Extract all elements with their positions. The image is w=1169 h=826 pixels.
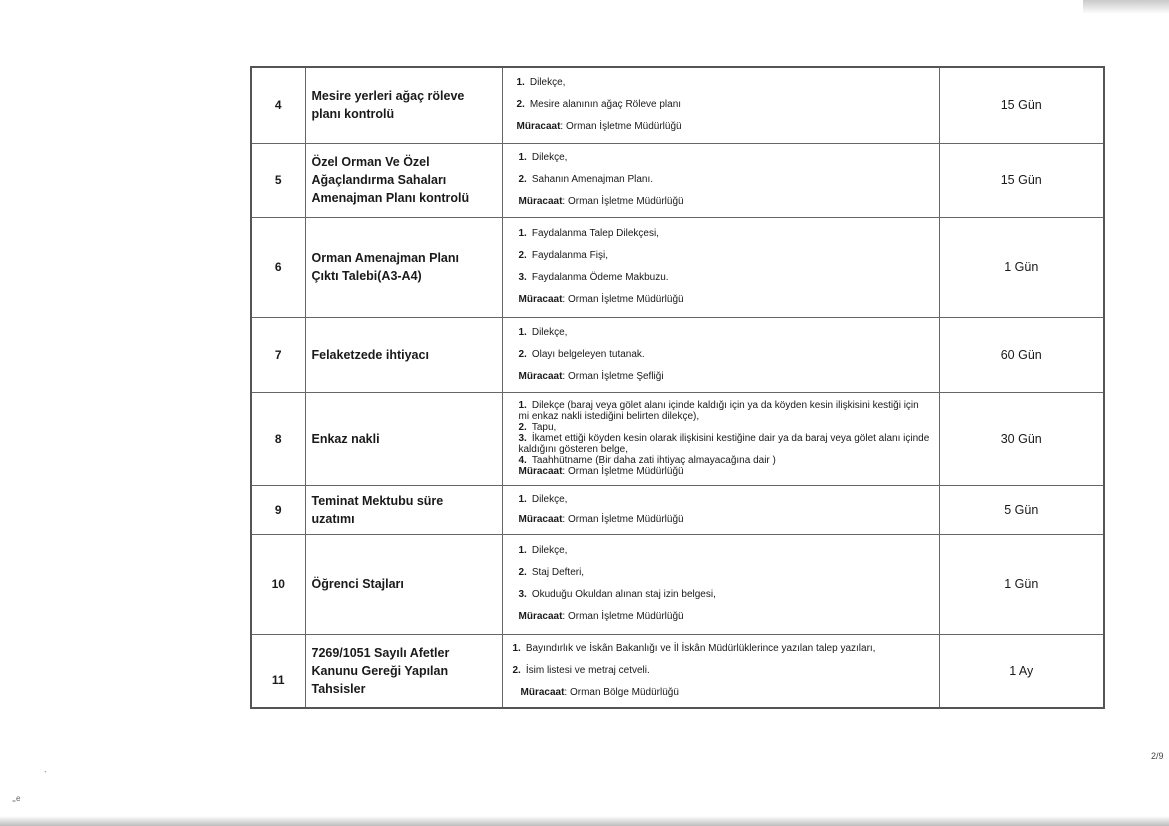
document-item: 3. İkamet ettiği köyden kesin olarak ilişkisini kestiğine dair ya da baraj veya gölet alanı içinde kaldığını gösteren belge, (518, 433, 930, 455)
service-name (305, 634, 502, 708)
services-table (250, 66, 1105, 709)
table-row (251, 67, 1104, 143)
table-row (251, 634, 1104, 708)
service-name-line: Felaketzede ihtiyacı (311, 347, 429, 362)
service-name (305, 67, 502, 143)
document-item: 1. Faydalanma Talep Dilekçesi, (518, 228, 659, 239)
scan-edge-top-right (1083, 0, 1169, 14)
application-office: Müracaat: Orman İşletme Müdürlüğü (518, 513, 684, 525)
required-documents (502, 392, 939, 485)
document-item: 3. Okuduğu Okuldan alınan staj izin belgesi, (518, 589, 716, 600)
service-name-line: Çıktı Talebi(A3-A4) (311, 269, 422, 283)
table-row (251, 317, 1104, 392)
required-documents (502, 485, 939, 534)
service-name-line: Teminat Mektubu süre (311, 493, 444, 508)
document-item: 3. Faydalanma Ödeme Makbuzu. (518, 272, 669, 283)
duration: 60 Gün (939, 317, 1104, 392)
document-item: 2. Sahanın Amenajman Planı. (518, 174, 654, 185)
service-name (305, 217, 502, 317)
required-documents (502, 217, 939, 317)
required-documents (502, 534, 939, 634)
application-office: Müracaat: Orman İşletme Müdürlüğü (518, 196, 684, 207)
table-row (251, 485, 1104, 534)
application-office: Müracaat: Orman İşletme Müdürlüğü (518, 611, 684, 622)
service-name (305, 485, 502, 534)
document-item: 1. Bayındırlık ve İskân Bakanlığı ve İl İskân Müdürlüklerince yazılan talep yazıları, (512, 642, 876, 654)
service-name-line: Mesire yerleri ağaç röleve (311, 89, 465, 104)
application-office: Müracaat: Orman İşletme Şefliği (518, 370, 664, 382)
document-item: 4. Taahhütname (Bir daha zati ihtiyaç almayacağına dair ) (518, 455, 776, 466)
document-item: 1. Dilekçe, (516, 77, 566, 89)
duration: 1 Ay (939, 634, 1104, 708)
row-number: 8 (251, 392, 305, 485)
table-row (251, 143, 1104, 217)
service-name-line: Orman Amenajman Planı (311, 251, 459, 265)
row-number: 11 (251, 634, 305, 708)
table-row (251, 217, 1104, 317)
row-number: 7 (251, 317, 305, 392)
service-name (305, 392, 502, 485)
application-office: Müracaat: Orman İşletme Müdürlüğü (516, 121, 682, 133)
row-number: 9 (251, 485, 305, 534)
document-item: 2. Tapu, (518, 422, 557, 433)
duration: 1 Gün (939, 217, 1104, 317)
document-item: 1. Dilekçe (baraj veya gölet alanı içinde kaldığı için ya da köyden kesin ilişkisini kestiği için mi enkaz nakli istediğini belirten dilekçe), (518, 400, 919, 422)
duration: 1 Gün (939, 534, 1104, 634)
application-office: Müracaat: Orman İşletme Müdürlüğü (518, 466, 684, 477)
required-documents (502, 634, 939, 708)
row-number: 6 (251, 217, 305, 317)
application-office: Müracaat: Orman İşletme Müdürlüğü (518, 294, 684, 305)
required-documents (502, 317, 939, 392)
service-name-line: Kanunu Gereği Yapılan (311, 663, 449, 678)
page-number: 2/9 (1151, 751, 1164, 761)
table-row (251, 392, 1104, 485)
scan-edge-bottom (0, 816, 1169, 826)
table-row (251, 534, 1104, 634)
document-item: 1. Dilekçe, (518, 326, 568, 338)
scan-speck: ` (44, 770, 47, 780)
service-name-line: Ağaçlandırma Sahaları (311, 173, 447, 187)
duration: 15 Gün (939, 67, 1104, 143)
document-item: 2. Faydalanma Fişi, (518, 250, 608, 261)
document-item: 2. Olayı belgeleyen tutanak. (518, 348, 645, 360)
service-name (305, 143, 502, 217)
service-name-line: Enkaz nakli (311, 431, 380, 446)
service-name-line: Öğrenci Stajları (311, 577, 404, 591)
service-name-line: Tahsisler (311, 681, 366, 696)
service-name-line: Özel Orman Ve Özel (311, 155, 430, 169)
document-item: 2. Staj Defteri, (518, 567, 585, 578)
document-item: 1. Dilekçe, (518, 152, 568, 163)
row-number: 4 (251, 67, 305, 143)
row-number: 5 (251, 143, 305, 217)
document-item: 2. İsim listesi ve metraj cetveli. (512, 664, 650, 676)
required-documents (502, 67, 939, 143)
row-number: 10 (251, 534, 305, 634)
service-name-line: uzatımı (311, 511, 355, 526)
service-name-line: Amenajman Planı kontrolü (311, 191, 470, 205)
service-name (305, 317, 502, 392)
service-name-line: planı kontrolü (311, 107, 395, 122)
service-name-line: 7269/1051 Sayılı Afetler (311, 645, 450, 660)
application-office: Müracaat: Orman Bölge Müdürlüğü (520, 686, 679, 698)
document-item: 1. Dilekçe, (518, 493, 568, 505)
scan-speck: -ᵉ (12, 793, 21, 807)
service-name (305, 534, 502, 634)
document-item: 1. Dilekçe, (518, 545, 568, 556)
duration: 30 Gün (939, 392, 1104, 485)
document-item: 2. Mesire alanının ağaç Röleve planı (516, 99, 682, 111)
required-documents (502, 143, 939, 217)
duration: 15 Gün (939, 143, 1104, 217)
duration: 5 Gün (939, 485, 1104, 534)
